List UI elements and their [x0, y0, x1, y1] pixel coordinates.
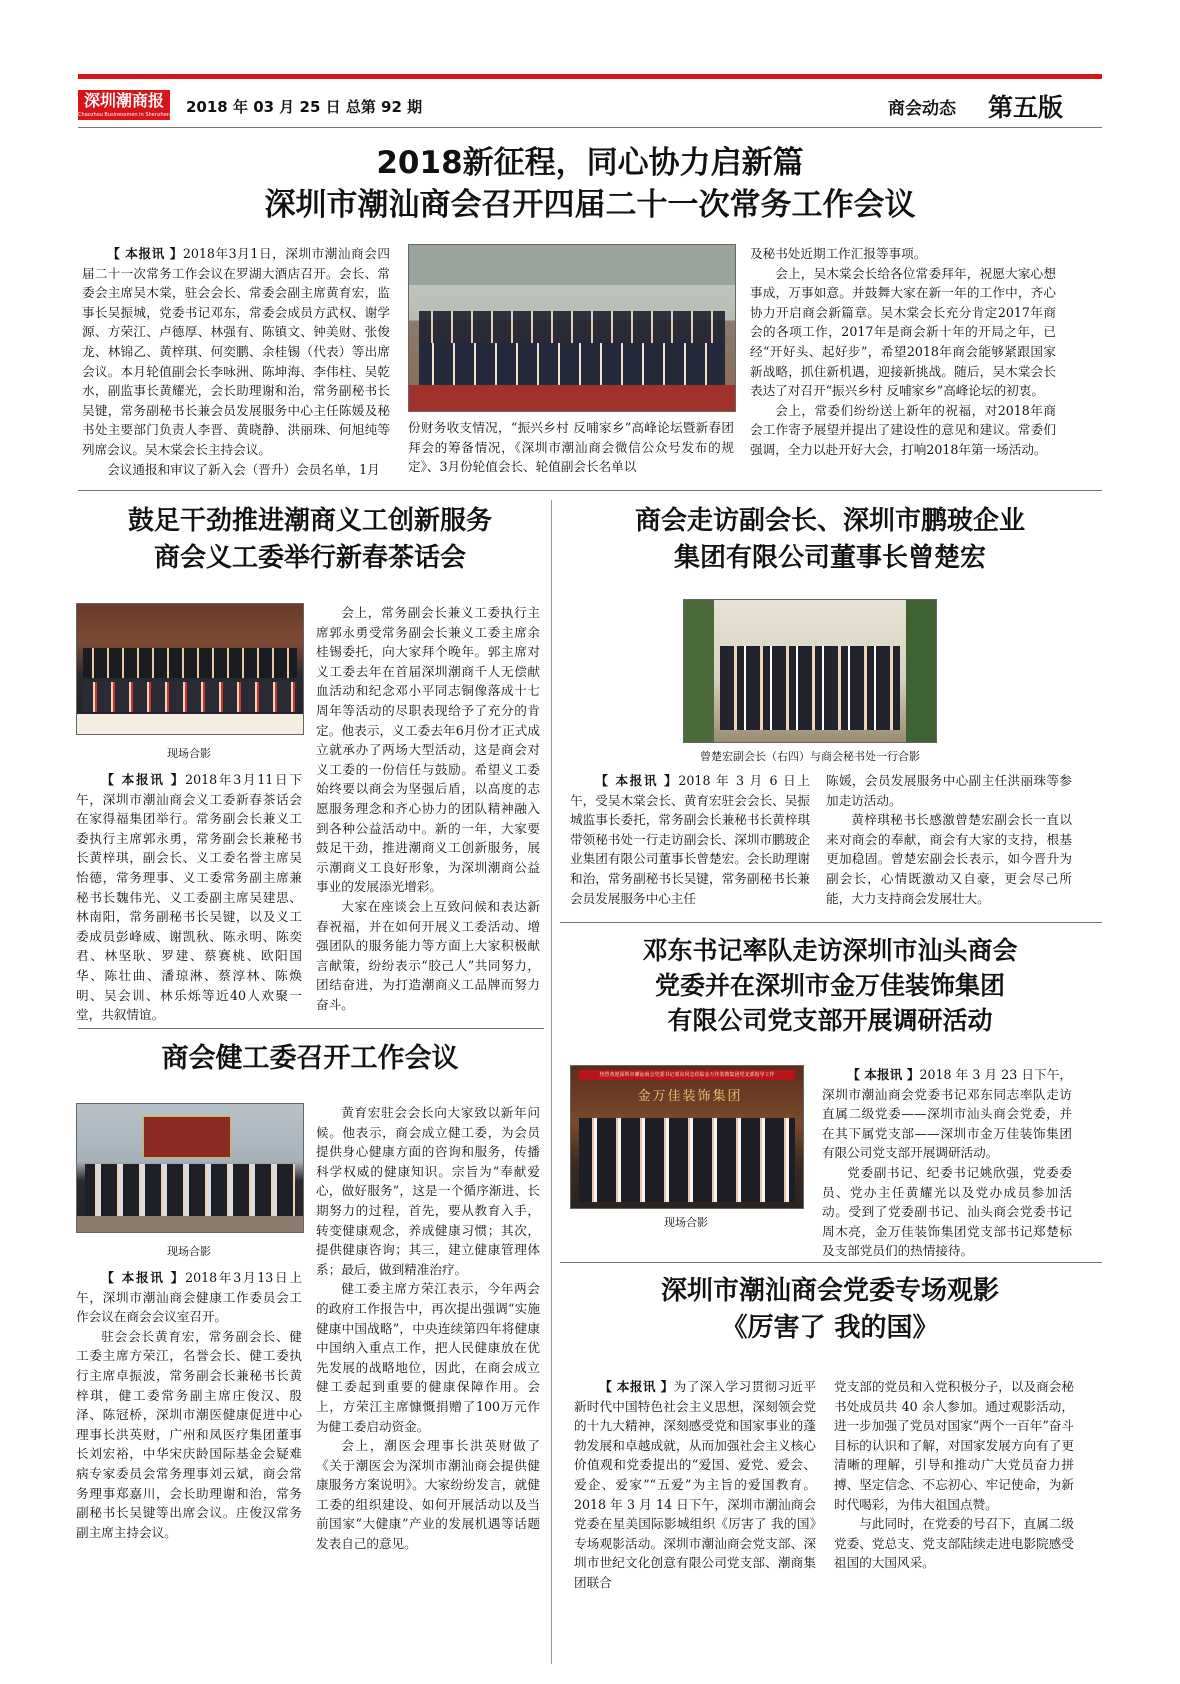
page-number: 第五版 [988, 93, 1064, 122]
party-visit-lead-tag: 【 本报讯 】 [847, 1067, 920, 1082]
logo-subtitle: Chaozhou Businessmen in Shenzhen [78, 112, 170, 118]
volunteer-left-p1: 2018年3月11日下午，深圳市潮汕商会义工委新春茶话会在家得福集团举行。常务副会长兼义工委执行主席郭永勇，常务副会长兼秘书长黄梓琪，副会长、义工委名誉主席吴怡德，常务理事、义工委常务副主席兼秘书长魏伟光、义工委副主席吴建思、林南阳，常务副秘书长吴键，以及义工委成员彭峰威、谢凯秋、陈永明、陈奕君、林坚耿、罗建、蔡赛桃、欧阳国华、陈壮曲、潘琼淋、蔡淳林、陈焕明、吴会训、林乐烁等近40人欢聚一堂，共叙情谊。 [76, 772, 302, 1023]
party-visit-p1: 2018 年 3 月 23 日下午，深圳市潮汕商会党委书记邓东同志率队走访直属二级党委——深圳市汕头商会党委，并在其下属党支部——深圳市金万佳装饰集团有限公司党支部开展调研活动。 [822, 1067, 1072, 1161]
film-right-p1: 党支部的党员和入党积极分子，以及商会秘书处成员共 40 余人参加。通过观影活动，进一步加强了党员对国家“两个一百年”奋斗目标的认识和了解，对国家发展方向有了更清晰的理解，引导和推动广大党员奋力拼搏、坚定信念、不忘初心、牢记使命，为新时代喝彩，为伟大祖国点赞。 [834, 1379, 1074, 1512]
party-visit-photo-caption: 现场合影 [664, 1216, 708, 1229]
film-left-text [574, 1377, 816, 1593]
health-right-p2: 健工委主席方荣江表示，今年两会的政府工作报告中，再次提出强调“实施健康中国战略”，中央连续第四年将健康中国纳入重点工作，把人民健康放在优先发展的战略地位，因此，在商会成立健工委起到重要的健康保障作用。会上，方荣江主席慷慨捐赠了100万元作为健工委启动资金。 [316, 1281, 540, 1434]
visit-group-photo [683, 599, 937, 743]
volunteer-bottom-rule [78, 1028, 544, 1029]
visit-right-p1: 陈媛，会员发展服务中心副主任洪丽珠等参加走访活动。 [826, 773, 1072, 808]
party-visit-p2: 党委副书记、纪委书记姚欣强，党委委员、党办主任黄耀光以及党办成员参加活动。受到了党委副书记、汕头商会党委书记周木亮，金万佳装饰集团党支部书记郑楚标及支部党员们的热情接待。 [822, 1164, 1072, 1259]
volunteer-group-photo [76, 603, 304, 735]
film-title-1: 深圳市潮汕商会党委专场观影 [660, 1276, 999, 1306]
health-photo-caption: 现场合影 [167, 1245, 211, 1258]
volunteer-right-text [316, 603, 540, 1014]
party-visit-title-1: 邓东书记率队走访深圳市汕头商会 [642, 936, 1018, 965]
visit-photo-caption: 曾楚宏副会长（右四）与商会秘书处一行合影 [700, 750, 920, 763]
visit-right-p2: 黄梓琪秘书长感激曾楚宏副会长一直以来对商会的奉献，商会有大家的支持，根基更加稳固。曾楚宏副会长表示，如今晋升为副会长，心情既激动又自豪，更会尽己所能，大力支持商会发展壮大。 [826, 812, 1072, 906]
party-visit-text [822, 1065, 1072, 1261]
volunteer-lead-tag: 【 本报讯 】 [101, 772, 186, 787]
lead-col3-p3: 会上，常委们纷纷送上新年的祝福，对2018年商会工作寄予展望并提出了建设性的意见和建议。常委们强调，全力以赴开好大会，打响2018年第一场活动。 [750, 402, 1056, 457]
visit-left-text [570, 771, 810, 908]
date-issue: 2018 年 03 月 25 日 总第 92 期 [186, 98, 423, 116]
lead-column-2 [408, 418, 734, 477]
lead-col1-p1: 2018年3月1日，深圳市潮汕商会四届二十一次常务工作会议在罗湖大酒店召开。会长、常委会主席吴木棠，驻会会长、常委会副主席黄育宏，监事长吴振城，党委书记邓东，常委会成员方武权、谢学源、方荣江、卢德厚、林强有、陈镇文、钟美财、张俊龙、林锦乙、黄梓琪、何奕鹏、余桂锡（代表）等出席会议。本月轮值副会长李咏洲、陈坤海、李伟柱、吴乾水，副监事长黄耀光，会长助理谢和治，常务副秘书长吴键，常务副秘书长兼会员发展服务中心主任陈媛及秘书处主要部门负责人李晋、黄晓静、洪丽珠、何旭纯等列席会议。吴木棠会长主持会议。 [82, 246, 390, 457]
lead-bottom-rule [78, 490, 1102, 491]
health-left-text [76, 1268, 302, 1542]
party-visit-wall-sign: 金万佳装饰集团 [637, 1089, 743, 1104]
visit-title-1: 商会走访副会长、深圳市鹏玻企业 [634, 506, 1025, 536]
film-right-text [834, 1377, 1074, 1573]
health-left-p2: 驻会会长黄育宏，常务副会长、健工委主席方荣江，名誉会长、健工委执行主席卓振波，常务副会长兼秘书长黄梓琪，健工委常务副主席庄俊汉、殷泽、陈冠桥，深圳市潮医健康促进中心理事长洪英财，广州和凤医疗集团董事长刘宏裕，中华宋庆龄国际基金会疑难病专家委员会常务理事刘云斌，商会常务理事郑嘉川，会长助理谢和治，常务副秘书长吴键等出席会议。庄俊汉常务副主席主持会议。 [76, 1328, 302, 1540]
volunteer-right-p2: 大家在座谈会上互致问候和表达新春祝福，并在如何开展义工委活动、增强团队的服务能力等方面上大家积极献言献策，纷纷表示“胶己人”共同努力，团结奋进，为打造潮商义工品牌而努力奋斗。 [316, 898, 540, 1012]
lead-column-3 [750, 244, 1056, 460]
party-visit-title-3: 有限公司党支部开展调研活动 [667, 1006, 993, 1035]
volunteer-title-2: 商会义工委举行新春茶话会 [153, 543, 466, 573]
health-right-text [316, 1103, 540, 1554]
visit-bottom-rule [560, 922, 1102, 923]
volunteer-right-p1: 会上，常务副会长兼义工委执行主席郭永勇受常务副会长兼义工委主席余桂锡委托，向大家拜个晚年。郭主席对义工委去年在首届深圳潮商千人无偿献血活动和纪念邓小平同志铜像落成十七周年等活动的尽职表现给予了充分的肯定。他表示，义工委去年6月份才正式成立就承办了两场大型活动，这是商会对义工委的一份信任与鼓励。希望义工委始终要以商会为坚强后盾，以高度的志愿服务理念和齐心协力的团队精神融入到各种公益活动中。新的一年，大家要鼓足干劲，推进潮商义工创新服务，展示潮商义工良好形象，为深圳潮商公益事业的发展添光增彩。 [316, 605, 540, 895]
volunteer-photo-caption: 现场合影 [167, 747, 211, 760]
lead-title-1: 2018新征程，同心协力启新篇 [376, 145, 804, 181]
film-right-p2: 与此同时，在党委的号召下，直属二级党委、党总支、党支部陆续走进电影院感受祖国的大国风采。 [834, 1516, 1074, 1571]
column-divider [551, 500, 552, 1664]
film-left-p1: 为了深入学习贯彻习近平新时代中国特色社会主义思想，深刻领会党的十九大精神，深刻感受党和国家事业的蓬勃发展和卓越成就，从而加强社会主义核心价值观和党委提出的“爱国、爱党、爱会、爱企、爱家”“五爱”为主旨的爱国教育。2018 年 3 月 14 日下午，深圳市潮汕商会党委在星美国际影城组织《厉害了 我的国》专场观影活动。深圳市潮汕商会党支部、深圳市世纪文化创意有限公司党支部、潮商集团联合 [574, 1379, 816, 1590]
masthead-rule [78, 127, 1102, 128]
newspaper-logo [78, 90, 170, 120]
health-lead-tag: 【 本报讯 】 [101, 1270, 186, 1285]
visit-title-2: 集团有限公司董事长曾楚宏 [673, 543, 986, 573]
health-right-p3: 会上，潮医会理事长洪英财做了《关于潮医会为深圳市潮汕商会提供健康服务方案说明》。大家纷纷发言，就健工委的组织建设、如何开展活动以及当前国家“大健康”产业的发展机遇等话题发表自己的意见。 [316, 1438, 540, 1552]
health-group-photo [76, 1103, 304, 1233]
masthead-red-bar [78, 74, 1102, 79]
party-visit-bottom-rule [560, 1262, 1102, 1263]
party-visit-banner: 热烈欢迎深圳市潮汕商会党委书记邓东同志莅临金万佳装饰集团党支部指导工作 [579, 1070, 795, 1080]
volunteer-left-text [76, 770, 302, 1025]
film-lead-tag: 【 本报讯 】 [599, 1379, 674, 1394]
lead-title-2: 深圳市潮汕商会召开四届二十一次常务工作会议 [264, 187, 916, 223]
health-title: 商会健工委召开工作会议 [161, 1043, 459, 1074]
party-visit-group-photo [570, 1065, 804, 1209]
lead-col3-p2: 会上，吴木棠会长给各位常委拜年，祝愿大家心想事成，万事如意。并鼓舞大家在新一年的工作中，齐心协力开启商会新篇章。吴木棠会长充分肯定2017年商会的各项工作，2017年是商会新十年的开局之年，已经“开好头、起好步”，希望2018年商会能够紧跟国家新战略，抓住新机遇，迎接新挑战。随后，吴木棠会长表达了对召开“振兴乡村 反哺家乡”高峰论坛的初衷。 [750, 265, 1056, 399]
party-visit-title-2: 党委并在深圳市金万佳装饰集团 [654, 971, 1005, 1000]
visit-lead-tag: 【 本报讯 】 [595, 773, 679, 788]
health-left-p1: 2018年3月13日上午，深圳市潮汕商会健康工作委员会工作会议在商会会议室召开。 [76, 1270, 302, 1325]
lead-col1-p2: 会议通报和审议了新入会（晋升）会员名单，1月 [107, 461, 380, 477]
lead-col3-p1: 及秘书处近期工作汇报等事项。 [750, 246, 927, 261]
visit-right-text [826, 771, 1072, 908]
lead-group-photo [408, 244, 736, 412]
lead-col2-text: 份财务收支情况，“振兴乡村 反哺家乡”高峰论坛暨新春团拜会的筹备情况，《深圳市潮汕商会微信公众号发布的规定》、3月份轮值会长、轮值副会长名单以 [408, 420, 734, 475]
volunteer-title-1: 鼓足干劲推进潮商义工创新服务 [127, 506, 492, 536]
health-right-p1: 黄育宏驻会会长向大家致以新年问候。他表示，商会成立健工委，为会员提供身心健康方面的咨询和服务，传播科学权威的健康知识。宗旨为“奉献爱心，做好服务”，这是一个循序渐进、长期努力的过程，首先，要从教育入手，转变健康观念，养成健康习惯；其次，提供健康咨询；其三，建立健康管理体系；最后，做到精准治疗。 [316, 1105, 540, 1277]
logo-text: 深圳潮商报 [83, 91, 164, 110]
lead-tag: 【 本报讯 】 [107, 246, 183, 261]
visit-left-p1: 2018 年 3 月 6 日上午，受吴木棠会长、黄育宏驻会会长、吴振城监事长委托，常务副会长兼秘书长黄梓琪带领秘书处一行走访副会长、深圳市鹏玻企业集团有限公司董事长曾楚宏。会长助理谢和治，常务副秘书长吴键，常务副秘书长兼会员发展服务中心主任 [570, 773, 810, 906]
section-name: 商会动态 [888, 99, 956, 119]
film-title-2: 《厉害了 我的国》 [721, 1313, 939, 1343]
lead-column-1 [82, 244, 390, 479]
